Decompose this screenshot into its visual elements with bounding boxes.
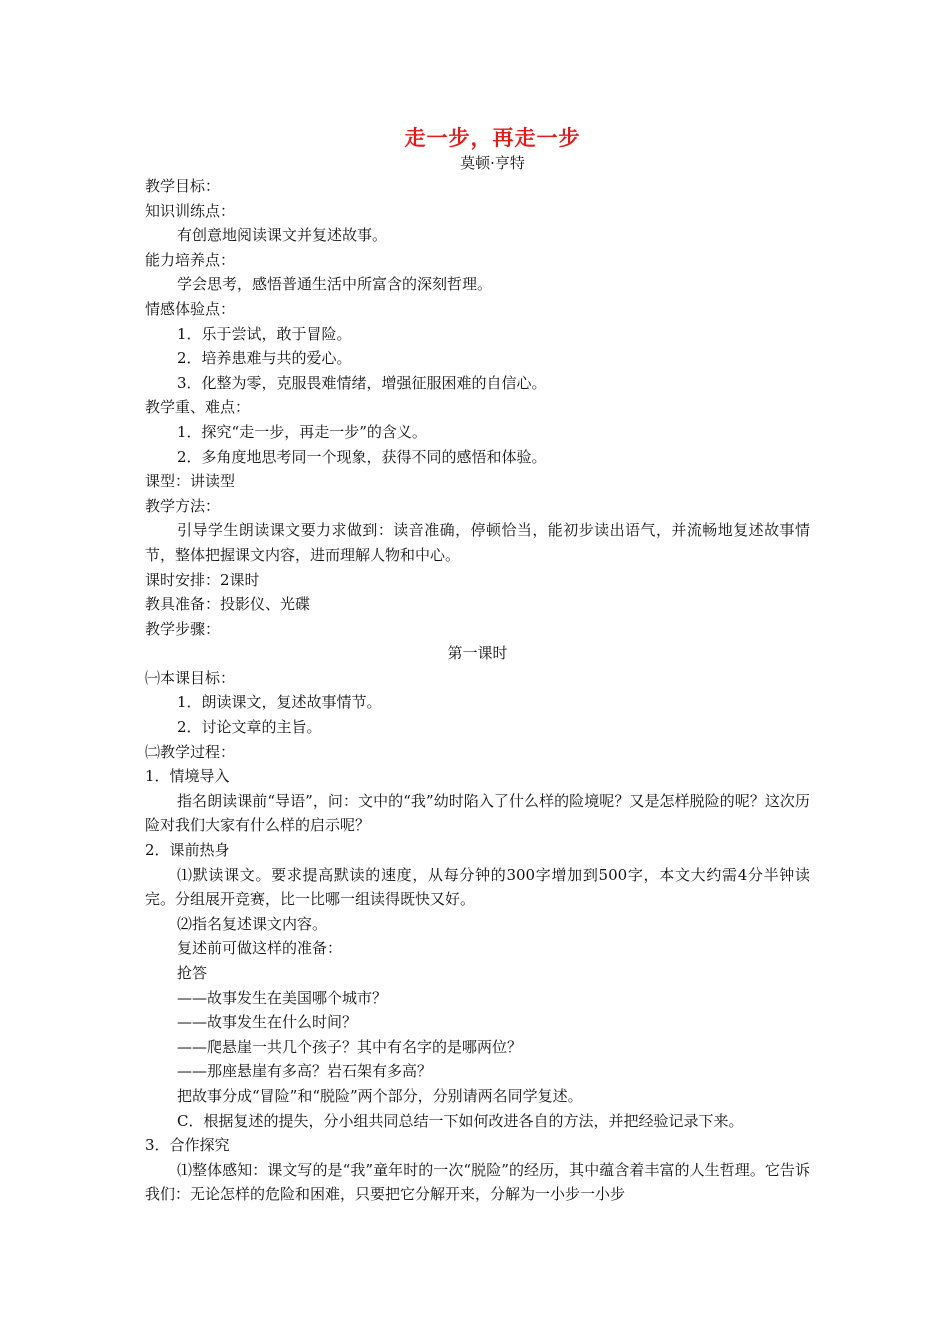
document-title: 走一步，再走一步 xyxy=(404,125,581,150)
schedule-line: 课时安排：2课时 xyxy=(145,570,260,589)
step2-c: C．根据复述的提失，分小组共同总结一下如何改进各自的方法，并把经验记录下来。 xyxy=(177,1111,744,1130)
tools-line: 教具准备：投影仪、光碟 xyxy=(145,595,311,614)
method-heading: 教学方法： xyxy=(145,496,221,515)
step2-question: ——爬悬崖一共几个孩子？其中有名字的是哪两位？ xyxy=(177,1037,523,1056)
method-text: 引导学生朗读课文要力求做到：读音准确，停顿恰当，能初步读出语气，并流畅地复述故事情节，整体把握课文内容，进而理解人物和中心。 xyxy=(145,521,810,564)
step2-text1: ⑴默读课文。要求提高默读的速度，从每分钟的300字增加到500字，本文大约需4分半钟读完。分组展开竞赛，比一比哪一组读得既快又好。 xyxy=(145,865,810,909)
lesson1-heading: 第一课时 xyxy=(447,644,508,663)
document-author: 莫顿·亨特 xyxy=(460,154,525,172)
ability-heading: 能力培养点： xyxy=(145,250,236,269)
step2-question: ——故事发生在美国哪个城市？ xyxy=(177,988,388,1007)
step2-question: ——那座悬崖有多高？岩石架有多高？ xyxy=(177,1062,433,1081)
step2-prep: 复述前可做这样的准备： xyxy=(177,939,343,958)
goals-heading: 教学目标： xyxy=(145,177,221,195)
emotion-item: 2．培养患难与共的爱心。 xyxy=(177,349,352,368)
process-heading: ㈡教学过程： xyxy=(145,742,236,761)
knowledge-heading: 知识训练点： xyxy=(145,201,236,220)
lesson-type: 课型：讲读型 xyxy=(145,472,236,491)
emotion-item: 1．乐于尝试，敢于冒险。 xyxy=(177,324,352,343)
step2-text2: ⑵指名复述课文内容。 xyxy=(177,914,328,933)
key-item: 1．探究“走一步，再走一步”的含义。 xyxy=(177,422,427,441)
emotion-heading: 情感体验点： xyxy=(145,299,236,318)
step2-quick: 抢答 xyxy=(177,964,208,982)
step2-question: ——故事发生在什么时间？ xyxy=(177,1013,358,1032)
lesson-goal-heading: ㈠本课目标： xyxy=(145,668,236,687)
key-item: 2．多角度地思考同一个现象，获得不同的感悟和体验。 xyxy=(177,447,547,466)
step2-heading: 2．课前热身 xyxy=(145,841,230,860)
document-page xyxy=(145,124,810,1207)
step3-text: ⑴整体感知：课文写的是“我”童年时的一次“脱险”的经历，其中蕴含着丰富的人生哲理。它告诉我们：无论怎样的危险和困难，只要把它分解开来，分解为一小步一小步 xyxy=(145,1160,810,1204)
step1-text: 指名朗读课前“导语”，问：文中的“我”幼时陷入了什么样的险境呢？又是怎样脱险的呢？这次历险对我们大家有什么样的启示呢？ xyxy=(145,791,810,835)
step3-heading: 3．合作探究 xyxy=(145,1136,230,1155)
lesson-goal-item: 1．朗读课文，复述故事情节。 xyxy=(177,693,382,712)
steps-heading: 教学步骤： xyxy=(145,619,221,638)
emotion-item: 3．化整为零，克服畏难情绪，增强征服困难的自信心。 xyxy=(177,373,547,392)
ability-text: 学会思考，感悟普通生活中所富含的深刻哲理。 xyxy=(177,275,493,294)
step2-split: 把故事分成“冒险”和“脱险”两个部分，分别请两名同学复述。 xyxy=(177,1086,583,1105)
step1-heading: 1．情境导入 xyxy=(145,767,230,786)
knowledge-text: 有创意地阅读课文并复述故事。 xyxy=(177,226,388,245)
key-heading: 教学重、难点： xyxy=(145,398,251,417)
lesson-goal-item: 2．讨论文章的主旨。 xyxy=(177,718,322,737)
